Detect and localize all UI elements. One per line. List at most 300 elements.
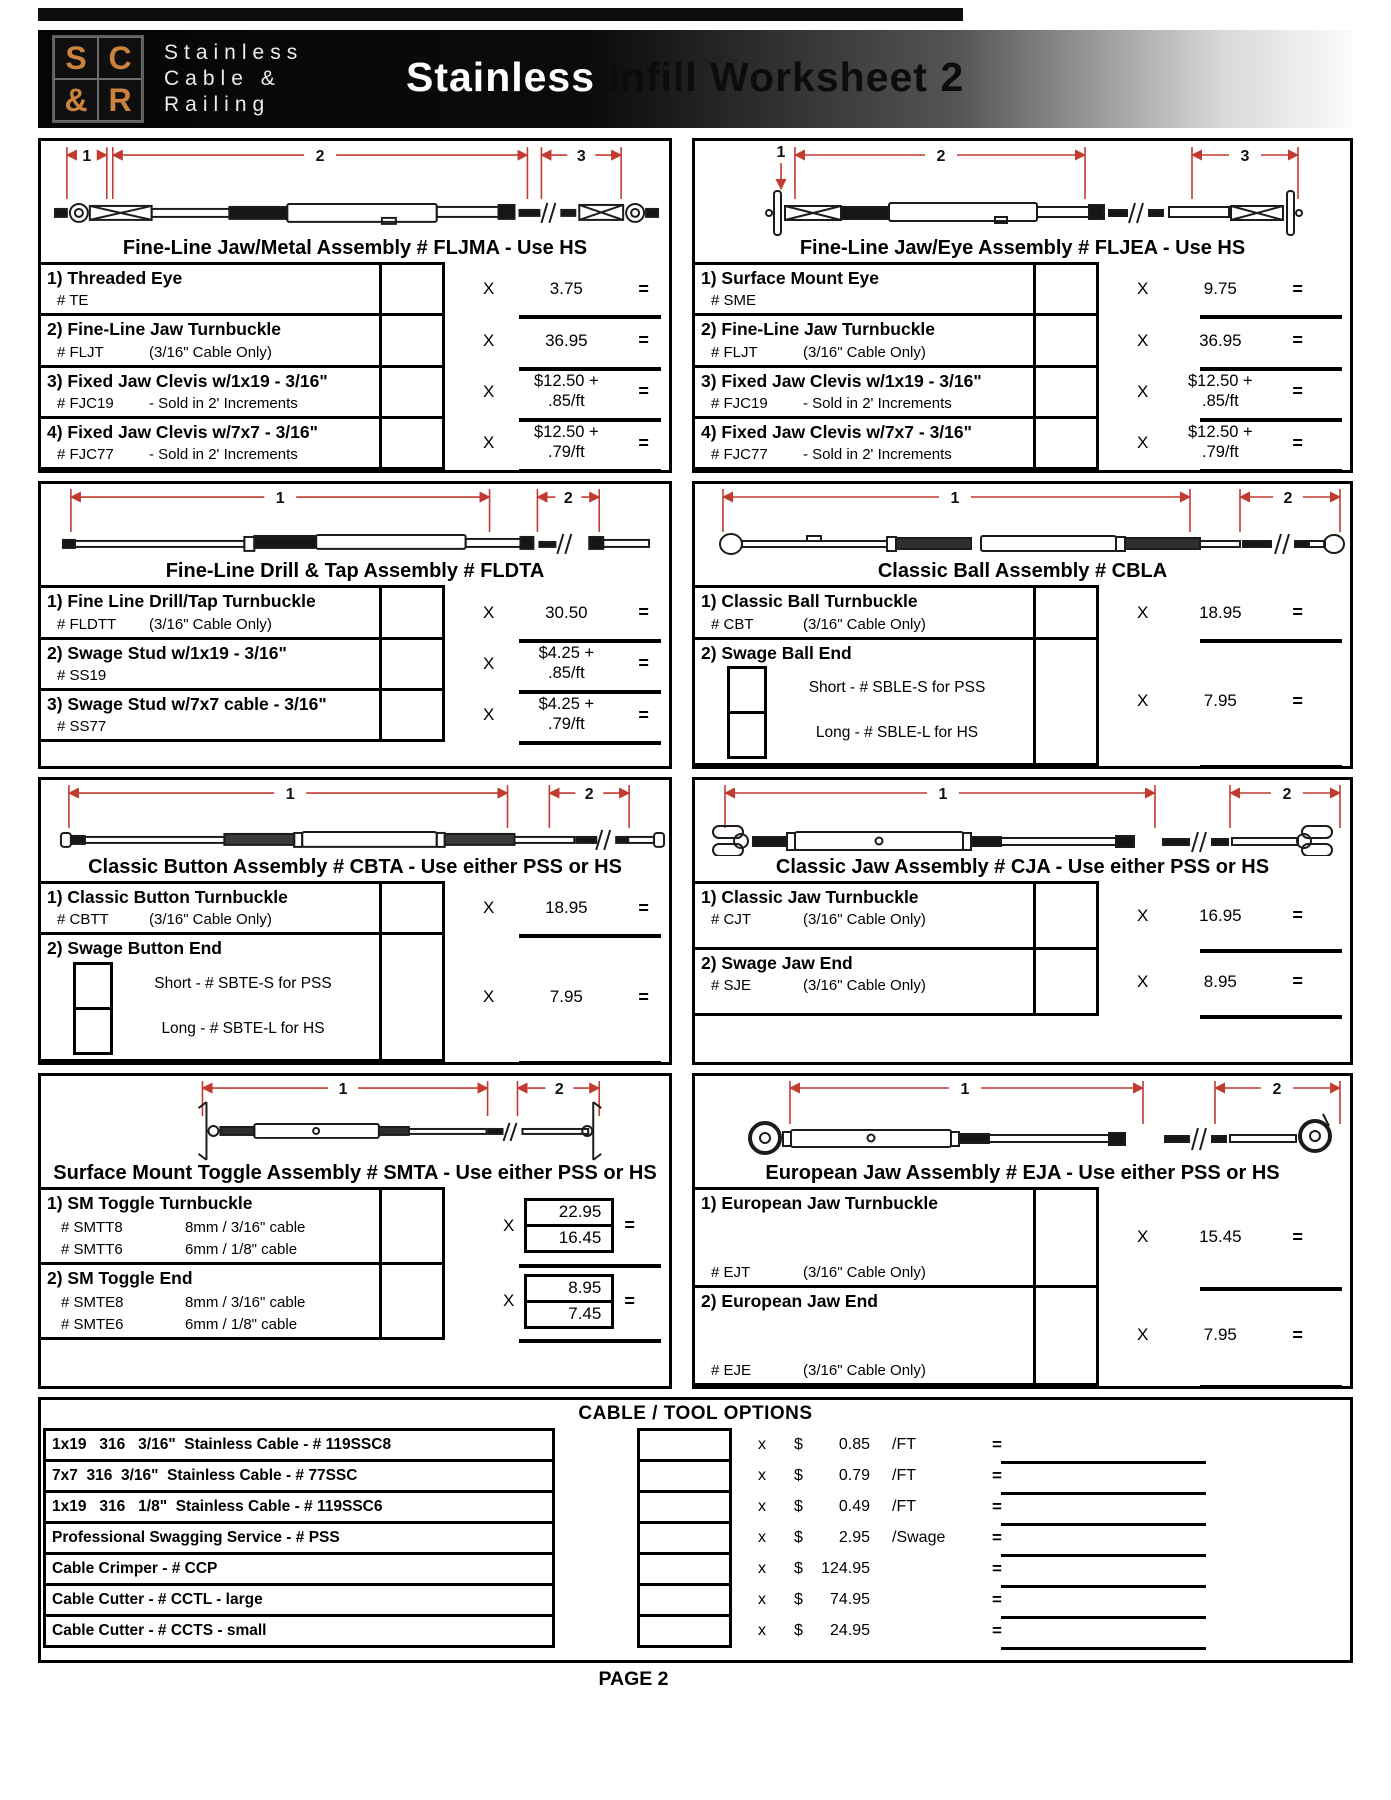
part-number: # SS19: [57, 667, 107, 685]
item-row: [41, 313, 669, 367]
unit-price-8mm: 8.95: [524, 1274, 614, 1303]
dimension-label: 2: [563, 490, 573, 508]
cable-row: [43, 1490, 1350, 1524]
part-number: # SMTE8: [61, 1294, 124, 1312]
item-row: [41, 1262, 669, 1340]
unit-price: 7.95: [1203, 691, 1237, 711]
price-area: [445, 637, 669, 691]
qty-input-box[interactable]: [637, 1583, 732, 1617]
panel-title: Fine-Line Jaw/Metal Assembly # FLJMA - Use HS: [122, 237, 588, 259]
part-number: # EJE: [711, 1361, 752, 1379]
price-options: [524, 1198, 614, 1253]
dimension-label: 1: [776, 144, 786, 161]
panel-eja: [692, 1073, 1353, 1389]
brand-text: [164, 40, 303, 119]
dimension-label: 2: [315, 148, 325, 166]
part-number: # FLDTT: [57, 615, 117, 633]
qty-input-box[interactable]: [637, 1552, 732, 1586]
multiply-sign: X: [1137, 602, 1149, 622]
price-area: [1099, 881, 1350, 950]
price-area: [1099, 947, 1350, 1016]
item-name: 2) Swage Ball End: [701, 642, 852, 663]
dimension-label: 1: [82, 148, 92, 166]
price-unit: /Swage: [892, 1528, 946, 1546]
unit-price-split: [1182, 423, 1258, 463]
unit-price-split: [528, 695, 604, 735]
dimension-label: 2: [1283, 490, 1293, 508]
equals-sign: =: [1292, 330, 1303, 351]
price-area: [445, 1187, 669, 1265]
equals-sign: =: [992, 1496, 1002, 1516]
qty-input-box[interactable]: [1036, 1187, 1099, 1288]
part-note: (3/16" Cable Only): [803, 977, 926, 995]
equals-sign: =: [1292, 278, 1303, 299]
multiply-sign: x: [758, 1435, 766, 1453]
unit-price: 124.95: [821, 1559, 870, 1577]
fldta-diagram-svg: [41, 484, 669, 560]
unit-price: 2.95: [838, 1528, 870, 1546]
item-desc-cell: [695, 637, 1036, 766]
unit-price-split: [528, 423, 604, 463]
multiply-sign: X: [1137, 381, 1149, 401]
panel-cbla: [692, 481, 1353, 769]
item-row: [41, 1187, 669, 1265]
unit-price: 18.95: [1199, 602, 1242, 622]
part-number: # FLJT: [57, 343, 104, 361]
multiply-sign: X: [483, 279, 495, 299]
price-area: [1099, 365, 1350, 419]
equals-sign: =: [1292, 1324, 1303, 1345]
part-number: # SS77: [57, 718, 107, 736]
price-unit: /FT: [892, 1466, 916, 1484]
item-name: 1) Classic Button Turnbuckle: [47, 887, 288, 908]
item-name: 2) Swage Button End: [47, 938, 222, 959]
item-desc-cell: [41, 1187, 382, 1265]
part-note: (3/16" Cable Only): [803, 1361, 926, 1379]
total-line[interactable]: [1200, 1385, 1342, 1389]
cable-item-label: Professional Swagging Service - # PSS: [43, 1521, 555, 1555]
part-note: - Sold in 2' Increments: [149, 446, 298, 464]
assembly-diagram: [41, 1076, 669, 1162]
multiply-sign: X: [483, 653, 495, 673]
equals-sign: =: [1292, 381, 1303, 402]
item-desc-cell: [41, 262, 382, 316]
cable-item-label: Cable Cutter - # CCTL - large: [43, 1583, 555, 1617]
price-base: $4.25 +: [538, 695, 595, 714]
panel-title: Classic Jaw Assembly # CJA - Use either PSS or HS: [775, 856, 1270, 879]
item-rows: [41, 881, 669, 1062]
eja-diagram-svg: [695, 1076, 1350, 1162]
price-base: $12.50 +: [534, 423, 599, 442]
item-name: 2) European Jaw End: [701, 1290, 878, 1311]
option-checkbox[interactable]: [73, 1007, 113, 1055]
part-note: - Sold in 2' Increments: [149, 395, 298, 413]
equals-sign: =: [638, 986, 649, 1007]
item-name: 4) Fixed Jaw Clevis w/7x7 - 3/16": [47, 422, 318, 443]
item-name: 4) Fixed Jaw Clevis w/7x7 - 3/16": [701, 422, 972, 443]
item-row: [695, 637, 1350, 766]
qty-input-box[interactable]: [382, 313, 445, 367]
part-number: # FJC77: [57, 446, 114, 464]
equals-sign: =: [638, 432, 649, 453]
qty-input-box[interactable]: [382, 881, 445, 935]
price-area: [445, 585, 669, 639]
fljma-diagram-svg: [41, 141, 669, 237]
assembly-diagram: [695, 484, 1350, 560]
part-number: # FJC19: [57, 395, 114, 413]
part-number: # EJT: [711, 1263, 751, 1281]
qty-input-box[interactable]: [382, 416, 445, 470]
cja-diagram-svg: [695, 780, 1350, 856]
price-per-foot: .79/ft: [547, 715, 585, 734]
unit-price: 24.95: [829, 1621, 870, 1639]
item-row: [695, 1187, 1350, 1288]
part-number: # CBT: [711, 615, 754, 633]
title-part-white: Stainless: [406, 54, 596, 100]
item-name: 1) SM Toggle Turnbuckle: [47, 1192, 253, 1213]
dimension-label: 2: [936, 148, 946, 165]
price-area: [445, 262, 669, 316]
equals-sign: =: [638, 330, 649, 351]
title-part-black: Infill Worksheet 2: [595, 54, 965, 100]
assembly-diagram: [41, 484, 669, 560]
item-name: 1) Classic Ball Turnbuckle: [701, 591, 918, 612]
price-area: [1099, 313, 1350, 367]
equals-sign: =: [992, 1465, 1002, 1485]
option-label: Short - # SBTE-S for PSS: [154, 975, 332, 992]
item-name: 1) Fine Line Drill/Tap Turnbuckle: [47, 591, 316, 612]
total-line[interactable]: [1200, 469, 1342, 473]
item-desc-cell: [695, 881, 1036, 950]
price-per-foot: .79/ft: [1201, 443, 1239, 462]
price-area: [1099, 637, 1350, 766]
unit-price-6mm: 16.45: [524, 1224, 614, 1253]
price-area: [445, 688, 669, 742]
part-number: # TE: [57, 292, 89, 310]
scr-logo: [52, 35, 144, 123]
qty-input-box[interactable]: [382, 365, 445, 419]
multiply-sign: X: [1137, 905, 1149, 925]
qty-input-box[interactable]: [1036, 313, 1099, 367]
price-area: [445, 881, 669, 935]
panel-grid: [38, 138, 1353, 1389]
part-number: # SMTE6: [61, 1316, 124, 1334]
part-number: # SMTT6: [61, 1241, 123, 1259]
cable-row: [43, 1521, 1350, 1555]
price-area: [445, 416, 669, 470]
part-number: # SME: [711, 292, 757, 310]
assembly-diagram: [695, 780, 1350, 856]
item-row: [695, 585, 1350, 639]
item-desc-cell: [695, 365, 1036, 419]
part-note: (3/16" Cable Only): [803, 343, 926, 361]
worksheet-page: [38, 8, 1353, 1691]
unit-price: 3.75: [549, 279, 583, 299]
qty-input-box[interactable]: [637, 1459, 732, 1493]
cable-row: [43, 1614, 1350, 1648]
price-per-foot: .85/ft: [547, 391, 585, 410]
unit-price: 16.95: [1199, 905, 1242, 925]
equals-sign: =: [638, 704, 649, 725]
option-group: [47, 962, 373, 1055]
cable-item-label: 7x7 316 3/16" Stainless Cable - # 77SSC: [43, 1459, 555, 1493]
part-note: - Sold in 2' Increments: [803, 446, 952, 464]
qty-input-box[interactable]: [1036, 637, 1099, 766]
qty-input-box[interactable]: [1036, 881, 1099, 950]
logo-letter: S: [54, 37, 98, 79]
unit-price: 74.95: [829, 1590, 870, 1608]
equals-sign: =: [992, 1589, 1002, 1609]
item-desc-cell: [41, 416, 382, 470]
unit-price: 9.75: [1203, 279, 1237, 299]
header-banner: [38, 30, 1353, 128]
unit-price-split: [1182, 372, 1258, 412]
page-number: PAGE 2: [598, 1667, 669, 1690]
unit-price-split: [528, 644, 604, 684]
dimension-label: 2: [584, 786, 594, 804]
panel-fljma: [38, 138, 672, 473]
equals-sign: =: [992, 1434, 1002, 1454]
unit-price: 0.85: [838, 1435, 870, 1453]
qty-input-box[interactable]: [1036, 1285, 1099, 1386]
equals-sign: =: [638, 278, 649, 299]
item-desc-cell: [41, 688, 382, 742]
cable-item-label: Cable Crimper - # CCP: [43, 1552, 555, 1586]
qty-input-box[interactable]: [382, 262, 445, 316]
item-row: [41, 637, 669, 691]
item-name: 2) Swage Jaw End: [701, 953, 853, 974]
dollar-sign: $: [794, 1621, 803, 1639]
dimension-label: 2: [1282, 786, 1292, 804]
item-rows: [41, 585, 669, 742]
section-title: CABLE / TOOL OPTIONS: [578, 1402, 813, 1424]
multiply-sign: X: [1137, 1325, 1149, 1345]
item-name: 3) Swage Stud w/7x7 cable - 3/16": [47, 694, 327, 715]
item-desc-cell: [41, 365, 382, 419]
option-checkbox[interactable]: [727, 666, 767, 714]
item-desc-cell: [41, 313, 382, 367]
unit-price-split: [528, 372, 604, 412]
equals-sign: =: [992, 1558, 1002, 1578]
panel-fljea: [692, 138, 1353, 473]
dollar-sign: $: [794, 1497, 803, 1515]
price-area: [445, 932, 669, 1061]
unit-price: 7.95: [549, 987, 583, 1007]
part-number: # FJC77: [711, 446, 768, 464]
price-base: $12.50 +: [1188, 423, 1253, 442]
panel-title: Fine-Line Jaw/Eye Assembly # FLJEA - Use HS: [799, 237, 1246, 259]
multiply-sign: X: [1137, 279, 1149, 299]
panel-title: Surface Mount Toggle Assembly # SMTA - Use either PSS or HS: [53, 1161, 657, 1184]
multiply-sign: x: [758, 1590, 766, 1608]
total-line[interactable]: [519, 1339, 661, 1343]
dimension-label: 1: [938, 786, 948, 804]
part-note: (3/16" Cable Only): [149, 615, 272, 633]
price-area: [1099, 585, 1350, 639]
price-base: $4.25 +: [538, 644, 595, 663]
equals-sign: =: [638, 653, 649, 674]
multiply-sign: X: [483, 433, 495, 453]
item-desc-cell: [41, 1262, 382, 1340]
dimension-label: 3: [576, 148, 586, 166]
dollar-sign: $: [794, 1466, 803, 1484]
price-area: [1099, 1187, 1350, 1288]
qty-input-box[interactable]: [1036, 262, 1099, 316]
panel-title: Classic Button Assembly # CBTA - Use either PSS or HS: [88, 856, 622, 879]
multiply-sign: x: [758, 1621, 766, 1639]
cable-row: [43, 1459, 1350, 1493]
dollar-sign: $: [794, 1590, 803, 1608]
logo-letter: &: [54, 79, 98, 121]
price-per-foot: .79/ft: [547, 443, 585, 462]
qty-input-box[interactable]: [637, 1428, 732, 1462]
panel-cbta: [38, 777, 672, 1065]
multiply-sign: x: [758, 1497, 766, 1515]
part-number: # FLJT: [711, 343, 758, 361]
dimension-label: 2: [1272, 1080, 1282, 1098]
qty-input-box[interactable]: [637, 1521, 732, 1555]
part-desc: 6mm / 1/8" cable: [185, 1241, 298, 1259]
item-desc-cell: [695, 416, 1036, 470]
item-row: [695, 365, 1350, 419]
multiply-sign: x: [758, 1466, 766, 1484]
item-name: 2) SM Toggle End: [47, 1268, 193, 1289]
part-desc: 8mm / 3/16" cable: [185, 1294, 306, 1312]
option-label: Long - # SBLE-L for HS: [815, 723, 979, 741]
part-number: # SJE: [711, 977, 752, 995]
price-unit: /FT: [892, 1435, 916, 1453]
part-number: # FJC19: [711, 395, 768, 413]
multiply-sign: X: [1137, 691, 1149, 711]
multiply-sign: X: [503, 1215, 515, 1235]
cable-row: [43, 1583, 1350, 1617]
qty-input-box[interactable]: [382, 1187, 445, 1265]
multiply-sign: X: [1137, 330, 1149, 350]
cbta-diagram-svg: [41, 780, 669, 856]
qty-input-box[interactable]: [637, 1490, 732, 1524]
part-number: # SMTT8: [61, 1219, 123, 1237]
qty-input-box[interactable]: [382, 932, 445, 1061]
brand-line: Railing: [164, 93, 271, 117]
item-row: [41, 365, 669, 419]
qty-input-box[interactable]: [382, 637, 445, 691]
item-row: [695, 262, 1350, 316]
item-name: 3) Fixed Jaw Clevis w/1x19 - 3/16": [701, 370, 982, 391]
price-base: $12.50 +: [534, 372, 599, 391]
price-area: [1099, 416, 1350, 470]
unit-price: 0.49: [838, 1497, 870, 1515]
unit-price: 36.95: [1199, 330, 1242, 350]
item-desc-cell: [41, 637, 382, 691]
unit-price: 36.95: [545, 330, 588, 350]
option-checkbox[interactable]: [73, 962, 113, 1010]
unit-price: 18.95: [545, 898, 588, 918]
qty-input-box[interactable]: [1036, 416, 1099, 470]
smta-diagram-svg: [41, 1076, 669, 1162]
unit-price: 8.95: [1203, 971, 1237, 991]
item-row: [695, 881, 1350, 950]
item-row: [695, 416, 1350, 470]
total-line[interactable]: [519, 469, 661, 473]
item-desc-cell: [41, 932, 382, 1061]
qty-input-box[interactable]: [1036, 585, 1099, 639]
item-desc-cell: [695, 262, 1036, 316]
equals-sign: =: [624, 1290, 635, 1311]
item-row: [41, 585, 669, 639]
part-desc: 6mm / 1/8" cable: [185, 1316, 298, 1334]
price-area: [1099, 1285, 1350, 1386]
equals-sign: =: [992, 1620, 1002, 1640]
total-line[interactable]: [1001, 1647, 1206, 1650]
total-line[interactable]: [519, 1061, 661, 1065]
item-rows: [695, 1187, 1350, 1386]
item-desc-cell: [695, 947, 1036, 1016]
part-number: # CJT: [711, 911, 752, 929]
equals-sign: =: [638, 381, 649, 402]
price-per-foot: .85/ft: [547, 663, 585, 682]
item-row: [695, 947, 1350, 1016]
qty-input-box[interactable]: [382, 688, 445, 742]
cable-row: [43, 1552, 1350, 1586]
dimension-label: 1: [275, 490, 285, 508]
option-group: [701, 666, 1027, 759]
dollar-sign: $: [794, 1559, 803, 1577]
dimension-label: 3: [1240, 148, 1250, 165]
unit-price-8mm: 22.95: [524, 1198, 614, 1227]
option-checkbox[interactable]: [727, 711, 767, 759]
total-line[interactable]: [1200, 765, 1342, 769]
qty-input-box[interactable]: [382, 585, 445, 639]
equals-sign: =: [1292, 432, 1303, 453]
cable-item-label: 1x19 316 3/16" Stainless Cable - # 119SSC8: [43, 1428, 555, 1462]
unit-price: 30.50: [545, 602, 588, 622]
equals-sign: =: [1292, 971, 1303, 992]
unit-price: 15.45: [1199, 1227, 1242, 1247]
item-name: 2) Fine-Line Jaw Turnbuckle: [701, 319, 936, 340]
item-name: 1) Threaded Eye: [47, 268, 183, 288]
item-row: [41, 688, 669, 742]
part-note: (3/16" Cable Only): [803, 615, 926, 633]
multiply-sign: X: [483, 381, 495, 401]
multiply-sign: X: [1137, 971, 1149, 991]
panel-title: European Jaw Assembly # EJA - Use either PSS or HS: [765, 1161, 1280, 1184]
brand-line: Stainless: [164, 40, 304, 64]
qty-input-box[interactable]: [1036, 947, 1099, 1016]
item-row: [695, 313, 1350, 367]
qty-input-box[interactable]: [637, 1614, 732, 1648]
multiply-sign: x: [758, 1559, 766, 1577]
qty-input-box[interactable]: [382, 1262, 445, 1340]
multiply-sign: X: [483, 987, 495, 1007]
unit-price-6mm: 7.45: [524, 1300, 614, 1329]
item-row: [41, 881, 669, 935]
price-area: [445, 313, 669, 367]
multiply-sign: x: [758, 1528, 766, 1546]
cable-item-label: 1x19 316 1/8" Stainless Cable - # 119SSC6: [43, 1490, 555, 1524]
assembly-diagram: [695, 1076, 1350, 1162]
unit-price: 0.79: [838, 1466, 870, 1484]
qty-input-box[interactable]: [1036, 365, 1099, 419]
multiply-sign: X: [483, 898, 495, 918]
cable-row: [43, 1428, 1350, 1462]
price-base: $12.50 +: [1188, 372, 1253, 391]
panel-title: Classic Ball Assembly # CBLA: [877, 560, 1168, 583]
total-line[interactable]: [519, 741, 661, 745]
worksheet-title: [406, 54, 964, 101]
total-line[interactable]: [1200, 1015, 1342, 1019]
multiply-sign: X: [483, 705, 495, 725]
assembly-diagram: [695, 141, 1350, 237]
